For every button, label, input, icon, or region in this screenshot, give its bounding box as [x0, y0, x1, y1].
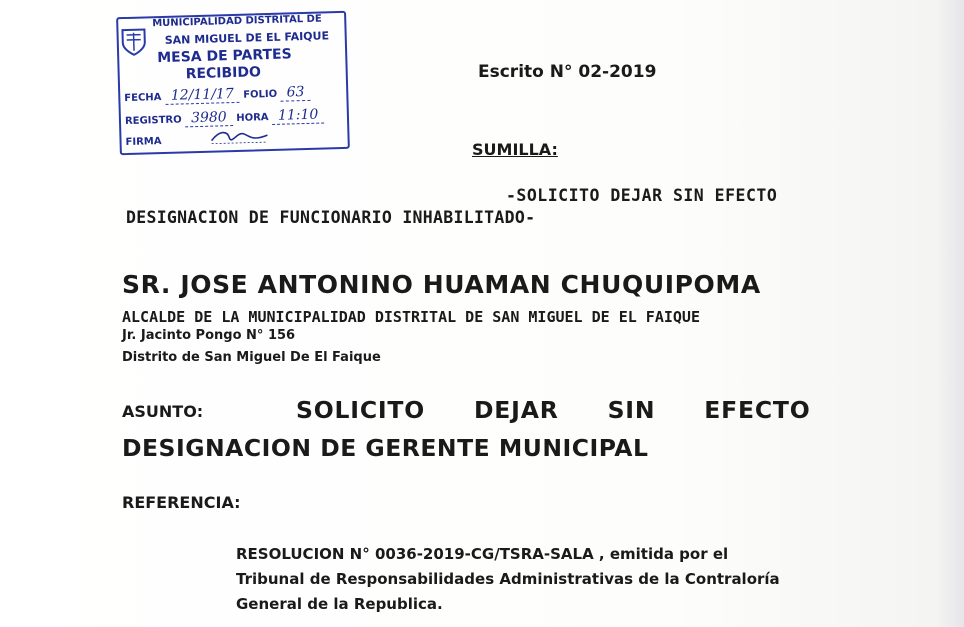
reference-resolucion: RESOLUCION N° 0036-2019-CG/TSRA-SALA	[236, 545, 594, 563]
recipient-address: Jr. Jacinto Pongo N° 156	[122, 328, 296, 343]
reference-line-2: Tribunal de Responsabilidades Administrativas de la Contraloría	[236, 570, 780, 588]
stamp-folio-value: 63	[280, 84, 310, 102]
stamp-hora-label: HORA	[236, 112, 269, 124]
stamp-folio-label: FOLIO	[243, 88, 278, 101]
document-number: Escrito N° 02-2019	[478, 62, 657, 82]
asunto-line-2: DESIGNACION DE GERENTE MUNICIPAL	[122, 434, 649, 462]
asunto-line-1: SOLICITO DEJAR SIN EFECTO	[296, 396, 811, 424]
stamp-firma-label: FIRMA	[125, 136, 162, 149]
stamp-fecha-value: 12/11/17	[165, 86, 240, 105]
stamp-municipality: SAN MIGUEL DE EL FAIQUE	[164, 29, 330, 47]
stamp-office: MESA DE PARTES	[157, 46, 292, 67]
municipal-shield-icon	[120, 26, 147, 57]
referencia-label: REFERENCIA:	[122, 493, 241, 512]
recipient-district: Distrito de San Miguel De El Faique	[122, 350, 381, 365]
reference-line-1	[236, 545, 728, 563]
stamp-hora-value: 11:10	[272, 106, 325, 124]
recipient-title: ALCALDE DE LA MUNICIPALIDAD DISTRITAL DE SAN MIGUEL DE EL FAIQUE	[122, 308, 700, 326]
recipient-name: SR. JOSE ANTONINO HUAMAN CHUQUIPOMA	[122, 270, 761, 299]
asunto-label: ASUNTO:	[122, 402, 204, 421]
reference-line-3: General de la Republica.	[236, 595, 443, 613]
stamp-registro-label: REGISTRO	[124, 114, 182, 128]
sumilla-line-1: -SOLICITO DEJAR SIN EFECTO	[506, 186, 778, 205]
handwritten-signature	[209, 125, 270, 147]
stamp-fecha-label: FECHA	[124, 92, 162, 105]
stamp-registro-value: 3980	[185, 109, 233, 127]
sumilla-line-2: DESIGNACION DE FUNCIONARIO INHABILITADO-	[126, 208, 536, 227]
stamp-received: RECIBIDO	[185, 64, 262, 83]
reference-line-1-tail: , emitida por el	[593, 545, 729, 563]
reception-stamp	[116, 11, 352, 157]
sumilla-label: SUMILLA:	[472, 140, 558, 159]
stamp-row-firma	[125, 136, 161, 148]
stamp-institution: MUNICIPALIDAD DISTRITAL DE	[152, 13, 322, 30]
page-edge-shadow	[936, 0, 964, 627]
